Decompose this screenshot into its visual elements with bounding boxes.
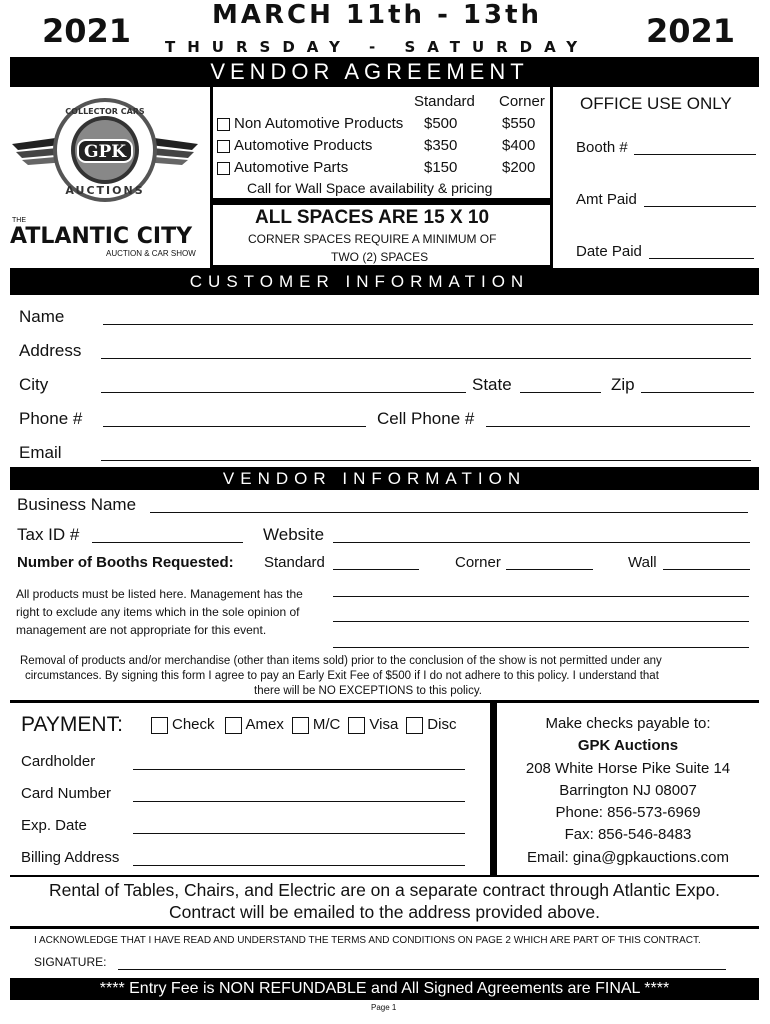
checks-city: Barrington NJ 08007: [559, 781, 697, 799]
acknowledge-text: I ACKNOWLEDGE THAT I HAVE READ AND UNDERSTAND THE TERMS AND CONDITIONS ON PAGE 2 WHICH ARE PART OF THIS CONTRACT.: [34, 935, 701, 946]
website-field[interactable]: [333, 542, 750, 543]
billing-address-label: Billing Address: [21, 849, 120, 866]
zip-field[interactable]: [641, 392, 754, 393]
billing-address-field[interactable]: [133, 865, 465, 866]
city-label: City: [19, 375, 49, 394]
name-field[interactable]: [103, 324, 753, 325]
exp-date-field[interactable]: [133, 833, 465, 834]
gpk-logo: [10, 92, 205, 262]
year-left: 2021: [42, 12, 132, 50]
phone-label: Phone #: [19, 409, 83, 428]
vendor-info-heading: VENDOR INFORMATION: [10, 467, 759, 490]
check-checkbox[interactable]: [151, 717, 168, 734]
title-text: VENDOR AGREEMENT: [210, 59, 529, 84]
customer-info-heading: CUSTOMER INFORMATION: [10, 268, 759, 295]
booth-standard-label: Standard: [264, 554, 325, 571]
payment-options: Check Amex M/C Visa Disc: [151, 716, 456, 734]
checks-company: GPK Auctions: [577, 737, 679, 755]
products-field-2[interactable]: [333, 621, 749, 622]
address-field[interactable]: [101, 358, 751, 359]
price-corner: $200: [502, 159, 536, 176]
tax-id-label: Tax ID #: [17, 525, 80, 544]
cell-phone-field[interactable]: [486, 426, 750, 427]
booth-field[interactable]: [634, 154, 756, 155]
event-dates: MARCH 11th - 13th: [212, 0, 543, 30]
event-days: THURSDAY - SATURDAY: [165, 38, 590, 56]
products-field-1[interactable]: [333, 596, 749, 597]
products-note-1: All products must be listed here. Management has the: [16, 587, 303, 601]
svg-text:AUCTIONS: AUCTIONS: [65, 184, 145, 197]
col-corner: Corner: [499, 93, 545, 110]
address-label: Address: [19, 341, 82, 360]
checks-email: Email: gina@gpkauctions.com: [527, 848, 729, 866]
date-paid-label: Date Paid: [576, 243, 642, 260]
price-row: Non Automotive Products: [217, 115, 403, 132]
website-label: Website: [263, 525, 325, 544]
checks-line-1: Make checks payable to:: [545, 715, 711, 732]
removal-policy-3: there will be NO EXCEPTIONS to this policy.: [254, 685, 482, 697]
spaces-heading: ALL SPACES ARE 15 X 10: [255, 207, 490, 228]
checks-payable-block: [497, 713, 759, 869]
signature-field[interactable]: [118, 969, 726, 970]
phone-field[interactable]: [103, 426, 366, 427]
payment-bottom-rule: [10, 875, 759, 877]
amex-checkbox[interactable]: [225, 717, 242, 734]
rental-bottom-rule: [10, 926, 759, 929]
cardholder-label: Cardholder: [21, 753, 96, 770]
date-paid-field[interactable]: [649, 258, 754, 259]
price-standard: $150: [424, 159, 458, 176]
disc-checkbox[interactable]: [406, 717, 423, 734]
checks-phone: Phone: 856-573-6969: [555, 804, 701, 822]
checks-fax: Fax: 856-546-8483: [564, 826, 692, 844]
booth-corner-label: Corner: [455, 554, 501, 571]
payment-top-rule: [10, 700, 759, 703]
svg-text:GPK: GPK: [83, 142, 127, 162]
cell-phone-label: Cell Phone #: [377, 409, 475, 428]
office-use-title: OFFICE USE ONLY: [580, 94, 732, 113]
booth-wall-field[interactable]: [663, 569, 750, 570]
products-field-3[interactable]: [333, 647, 749, 648]
logo-subtitle: AUCTION & CAR SHOW: [106, 249, 196, 258]
state-field[interactable]: [520, 392, 601, 393]
logo-the: THE: [12, 217, 26, 224]
payment-heading: PAYMENT:: [21, 713, 123, 736]
price-row: Automotive Products: [217, 137, 372, 154]
mc-checkbox[interactable]: [292, 717, 309, 734]
tax-id-field[interactable]: [92, 542, 243, 543]
signature-label: SIGNATURE:: [34, 955, 107, 969]
logo-wordmark: ATLANTIC CITY: [10, 224, 193, 249]
city-field[interactable]: [101, 392, 466, 393]
products-note-3: management are not appropriate for this event.: [16, 623, 267, 637]
booth-wall-label: Wall: [628, 554, 657, 571]
exp-date-label: Exp. Date: [21, 817, 87, 834]
removal-policy-2: circumstances. By signing this form I agree to pay an Early Exit Fee of $500 if I do not adhere to this policy. I understand that: [25, 670, 659, 682]
checks-street: 208 White Horse Pike Suite 14: [525, 759, 731, 777]
price-standard: $350: [424, 137, 458, 154]
email-field[interactable]: [101, 460, 751, 461]
col-standard: Standard: [414, 93, 475, 110]
rental-note: Rental of Tables, Chairs, and Electric are on a separate contract through Atlantic Expo. Contract will be emailed to the address provided above.: [49, 880, 720, 922]
business-name-label: Business Name: [17, 495, 137, 514]
card-number-label: Card Number: [21, 785, 112, 802]
auto-parts-checkbox[interactable]: [217, 162, 230, 175]
page-number: Page 1: [371, 1003, 397, 1012]
booths-label: Number of Booths Requested:: [17, 554, 234, 571]
amt-paid-field[interactable]: [644, 206, 756, 207]
price-row: Automotive Parts: [217, 159, 348, 176]
payment-divider: [490, 703, 497, 875]
corner-note-2: TWO (2) SPACES: [331, 250, 429, 264]
amt-paid-label: Amt Paid: [576, 191, 637, 208]
removal-policy-1: Removal of products and/or merchandise (other than items sold) prior to the conclusion of the show is not permitted under any: [20, 655, 662, 667]
price-standard: $500: [424, 115, 458, 132]
state-label: State: [472, 375, 512, 394]
business-name-field[interactable]: [150, 512, 748, 513]
vendor-agreement-title: [10, 57, 759, 87]
card-number-field[interactable]: [133, 801, 465, 802]
auto-products-checkbox[interactable]: [217, 140, 230, 153]
wall-space-note: Call for Wall Space availability & pricing: [247, 180, 493, 196]
zip-label: Zip: [611, 375, 635, 394]
non-auto-checkbox[interactable]: [217, 118, 230, 131]
booth-standard-field[interactable]: [333, 569, 419, 570]
visa-checkbox[interactable]: [348, 717, 365, 734]
year-right: 2021: [646, 12, 736, 50]
price-corner: $550: [502, 115, 536, 132]
final-notice-bar: **** Entry Fee is NON REFUNDABLE and All Signed Agreements are FINAL ****: [10, 978, 759, 1000]
booth-label: Booth #: [576, 139, 628, 156]
cardholder-field[interactable]: [133, 769, 465, 770]
name-label: Name: [19, 307, 65, 326]
corner-note-1: CORNER SPACES REQUIRE A MINIMUM OF: [248, 232, 497, 246]
booth-corner-field[interactable]: [506, 569, 593, 570]
email-label: Email: [19, 443, 62, 462]
svg-text:COLLECTOR CARS: COLLECTOR CARS: [65, 107, 145, 116]
products-note-2: right to exclude any items which in the sole opinion of: [16, 605, 300, 619]
price-corner: $400: [502, 137, 536, 154]
